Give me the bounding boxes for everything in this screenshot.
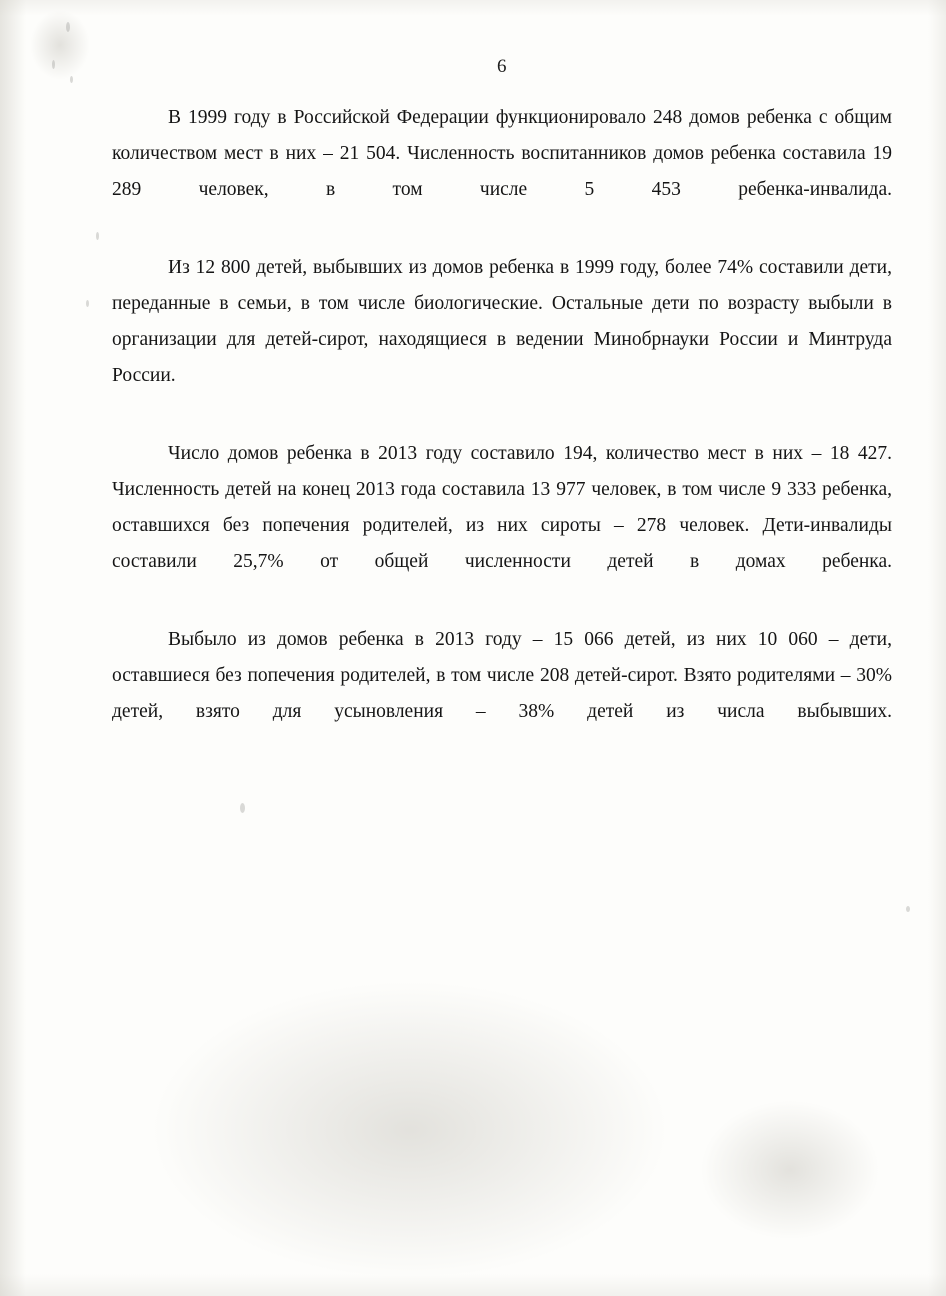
scan-smudge xyxy=(150,980,670,1280)
scan-speck xyxy=(52,60,55,69)
scan-speck xyxy=(96,232,99,240)
body-paragraph: Выбыло из домов ребенка в 2013 году – 15 066 детей, из них 10 060 – дети, оставшиеся без попечения родителей, в том числе 208 детей-сирот. Взято родителями – 30% детей, взято для усыновления – 38% детей из числа выбывших. xyxy=(112,629,892,722)
scan-smudge xyxy=(700,1100,880,1240)
page-content xyxy=(112,56,892,767)
scan-speck xyxy=(240,803,245,813)
page-number: 6 xyxy=(497,56,507,77)
body-paragraph: В 1999 году в Российской Федерации функционировало 248 домов ребенка с общим количеством мест в них – 21 504. Численность воспитанников домов ребенка составила 19 289 человек, в том числе 5 453 ребенка-инвалида. xyxy=(112,107,892,200)
body-paragraph: Из 12 800 детей, выбывших из домов ребенка в 1999 году, более 74% составили дети, переданные в семьи, в том числе биологические. Остальные дети по возрасту выбыли в организации для детей-сирот, находящиеся в ведении Минобрнауки России и Минтруда России. xyxy=(112,257,892,386)
scan-speck xyxy=(906,906,910,912)
scan-speck xyxy=(86,300,89,307)
scan-speck xyxy=(66,22,70,32)
scan-smudge xyxy=(30,10,90,80)
scan-speck xyxy=(70,76,73,83)
body-paragraph: Число домов ребенка в 2013 году составило 194, количество мест в них – 18 427. Численность детей на конец 2013 года составила 13 977 человек, в том числе 9 333 ребенка, оставшихся без попечения родителей, из них сироты – 278 человек. Дети-инвалиды составили 25,7% от общей численности детей в домах ребенка. xyxy=(112,443,892,572)
